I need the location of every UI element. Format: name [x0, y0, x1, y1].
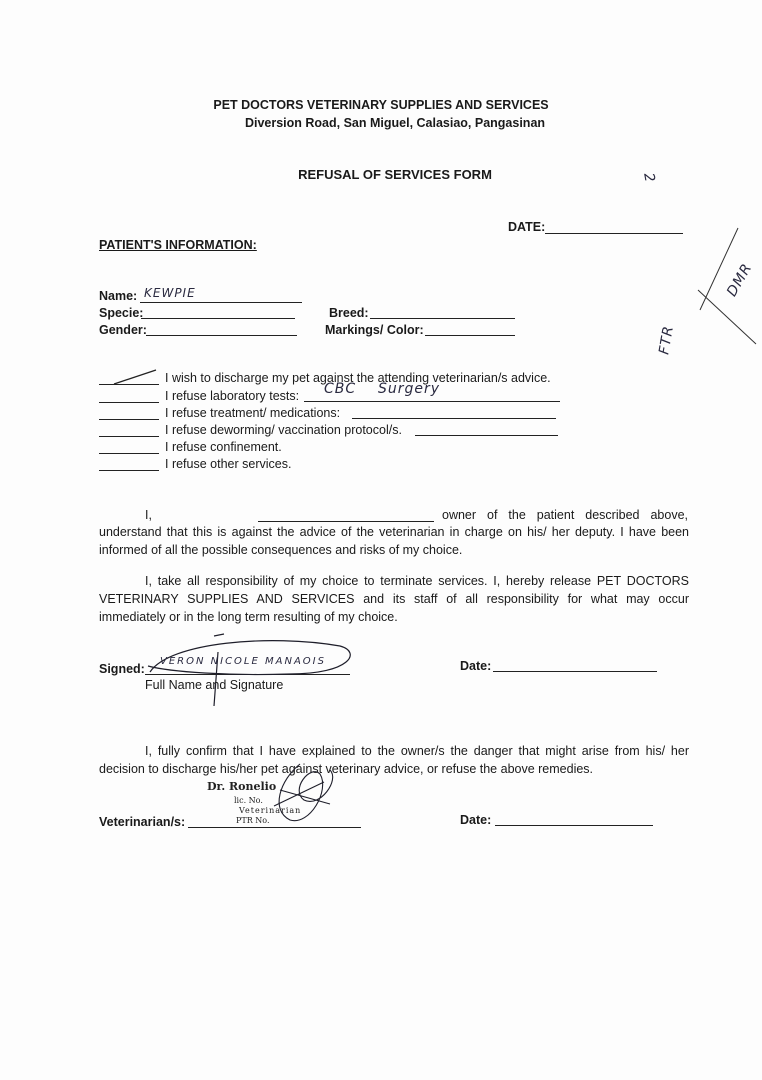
margin-note: 2	[640, 171, 658, 185]
option-label: I refuse treatment/ medications:	[165, 406, 341, 420]
stamp-role: Veterinarian	[239, 806, 302, 815]
p2-body: I, take all responsibility of my choice to terminate services. I, hereby release PET DOCTORS VETERINARY SUPPLIES AND SERVICES and its staff of all responsibility for what may occur immediately or in the long term resulting of my choice.	[99, 574, 689, 624]
vet-label: Veterinarian/s:	[99, 815, 186, 829]
specie-label: Specie:	[99, 306, 144, 320]
option-blank[interactable]	[99, 456, 159, 471]
markings-field[interactable]	[425, 321, 515, 336]
owner-name-field[interactable]	[258, 507, 434, 522]
name-label: Name:	[99, 289, 138, 303]
vet-date-label: Date:	[460, 813, 492, 827]
vet-date-field[interactable]	[495, 811, 653, 826]
sign-date-label: Date:	[460, 659, 492, 673]
option-label: I wish to discharge my pet against the attending veterinarian/s advice.	[165, 371, 551, 385]
option-label: I refuse deworming/ vaccination protocol/s.	[165, 423, 402, 437]
p3-body: I, fully confirm that I have explained to the owner/s the danger that might arise from his/ her decision to discharge his/her pet against veterinary advice, or refuse the above remedies.	[99, 744, 689, 776]
signature-scribble-icon	[140, 628, 365, 708]
date-field[interactable]	[545, 219, 683, 234]
stamp-name: Dr. Ronelio	[207, 780, 277, 793]
signature-text: VERON NICOLE MANAOIS	[160, 656, 326, 667]
date-label: DATE:	[508, 220, 546, 234]
breed-field[interactable]	[370, 304, 515, 319]
option-label: I refuse laboratory tests:	[165, 389, 300, 403]
breed-label: Breed:	[329, 306, 369, 320]
option-blank[interactable]	[99, 439, 159, 454]
specie-field[interactable]	[141, 304, 295, 319]
company-name: PET DOCTORS VETERINARY SUPPLIES AND SERVICES	[213, 98, 549, 112]
form-title: REFUSAL OF SERVICES FORM	[298, 167, 492, 182]
markings-label: Markings/ Color:	[325, 323, 424, 337]
option-blank[interactable]	[99, 405, 159, 420]
p1-rest: owner of the patient described above,	[442, 508, 688, 522]
gender-field[interactable]	[146, 321, 297, 336]
checkmark-stroke-icon	[110, 368, 160, 386]
option-label: I refuse other services.	[165, 457, 292, 471]
vet-signature-scribble-icon	[260, 760, 350, 830]
margin-note: DMR	[723, 260, 756, 300]
stamp-ptr: PTR No.	[236, 816, 270, 825]
patient-section-title: PATIENT'S INFORMATION:	[99, 238, 257, 252]
lab-tests-field[interactable]	[304, 381, 560, 402]
margin-stroke-icon	[690, 220, 760, 350]
name-value: KEWPIE	[144, 286, 196, 300]
signature-caption: Full Name and Signature	[145, 678, 284, 692]
medications-field[interactable]	[352, 404, 556, 419]
option-label: I refuse confinement.	[165, 440, 282, 454]
option-blank[interactable]	[99, 422, 159, 437]
lab-tests-value: CBC Surgery	[324, 381, 441, 397]
gender-label: Gender:	[99, 323, 147, 337]
sign-date-field[interactable]	[493, 657, 657, 672]
company-address: Diversion Road, San Miguel, Calasiao, Pangasinan	[244, 116, 546, 130]
p1-body: understand that this is against the advice of the veterinarian in charge on his/ her deputy. I have been informed of all the possible consequences and risks of my choice.	[99, 525, 689, 557]
signed-label: Signed:	[99, 662, 145, 676]
margin-note: FTR	[656, 324, 678, 356]
option-blank[interactable]	[99, 388, 159, 403]
deworming-field[interactable]	[415, 421, 558, 436]
stamp-license: lic. No.	[234, 796, 263, 805]
name-field[interactable]	[140, 286, 302, 303]
p1-start: I,	[145, 508, 152, 522]
